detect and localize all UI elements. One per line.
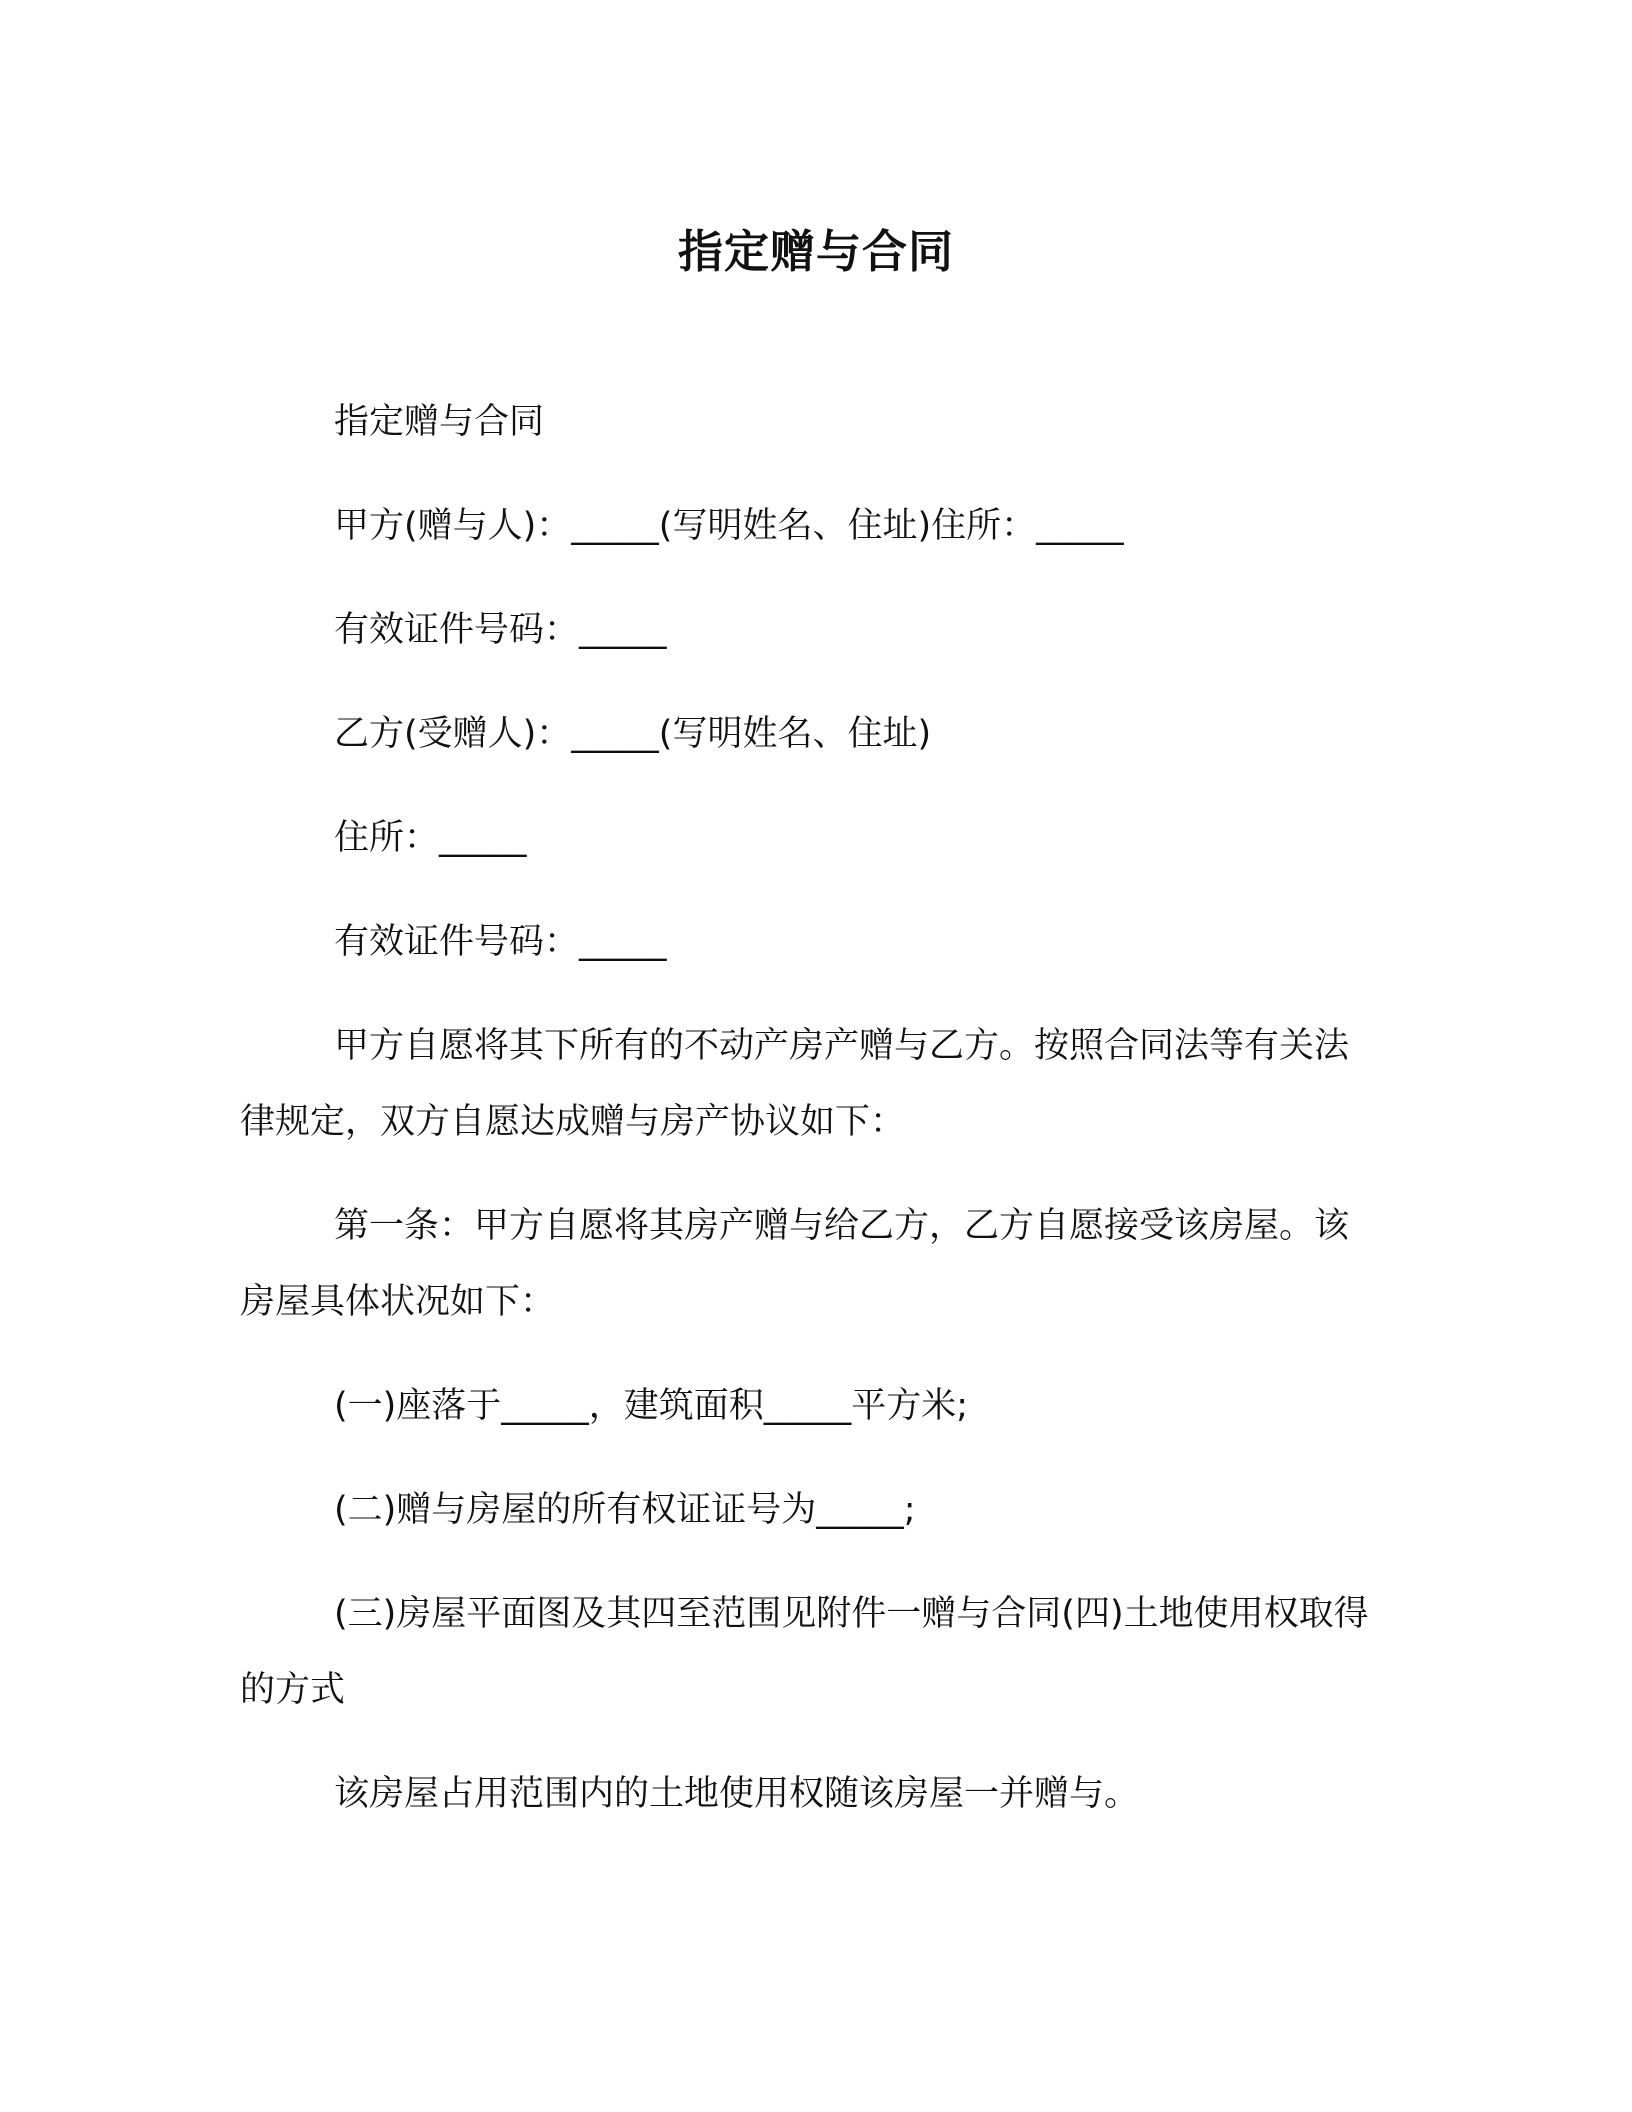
document-title: 指定赠与合同 (677, 225, 954, 278)
paragraph-article-1: 第一条：甲方自愿将其房产赠与给乙方，乙方自愿接受该房屋。该房屋具体状况如下： (240, 1206, 1350, 1322)
paragraph-item-1: (一)座落于_____，建筑面积_____平方米; (334, 1386, 969, 1426)
paragraph-party-a-id: 有效证件号码：_____ (334, 610, 667, 650)
paragraph-item-2: (二)赠与房屋的所有权证证号为_____; (334, 1490, 916, 1530)
paragraph-party-b-address: 住所：_____ (334, 818, 527, 858)
paragraph-party-b-id: 有效证件号码：_____ (334, 922, 667, 962)
paragraph-intro: 甲方自愿将其下所有的不动产房产赠与乙方。按照合同法等有关法律规定，双方自愿达成赠与房产协议如下： (240, 1026, 1350, 1142)
paragraph-heading: 指定赠与合同 (334, 402, 545, 442)
paragraph-party-a: 甲方(赠与人)：_____(写明姓名、住址)住所：_____ (334, 506, 1124, 546)
paragraph-land-use: 该房屋占用范围内的土地使用权随该房屋一并赠与。 (334, 1774, 1140, 1814)
paragraph-item-3: (三)房屋平面图及其四至范围见附件一赠与合同(四)土地使用权取得的方式 (240, 1594, 1369, 1710)
paragraph-party-b: 乙方(受赠人)：_____(写明姓名、住址) (334, 714, 932, 754)
document-body (240, 384, 1370, 1832)
